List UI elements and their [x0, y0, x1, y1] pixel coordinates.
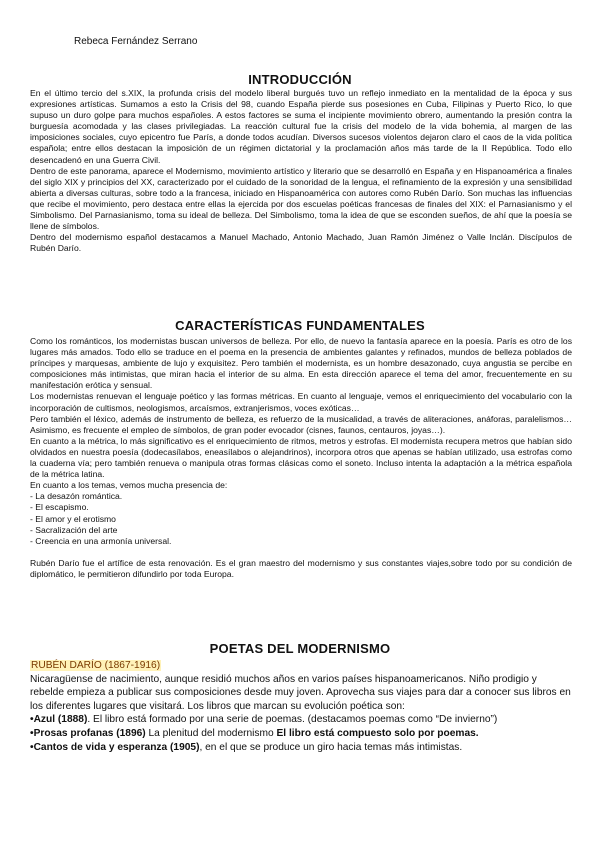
list-item: - Sacralización del arte [30, 525, 572, 536]
features-paragraph-1: Como los románticos, los modernistas buscan universos de belleza. Por ello, de nuevo la fantasía aparece en la poesía. París es otro de los lugares más amados. Todo ello se traduce en el poema en la presencia de ambientes galantes y refinados, mundos de belleza poblados de príncipes y marquesas, ambiente de lujo y exquisitez. Pero también el modernista, es un hombre desazonado, cuya angustia se percibe en composiciones más intimistas, que miran hacia el interior de su alma. En esta dirección aparece el tema del amor, frecuentemente en su manifestación erótica y sensual. [30, 336, 572, 391]
features-paragraph-4: En cuanto a la métrica, lo más significativo es el enriquecimiento de ritmos, metros y estrofas. El modernista recupera metros que habían sido olvidados en nuestra poesía (dodecasílabos, eneasílabos o alejandrinos), incorpora otros que apenas se habían utilizado, usa estrofas como la cuaderna vía; pero también renueva o manipula otras formas clásicas como el soneto. Incluso intenta la adaptación a la métrica española de la métrica latina. [30, 435, 572, 480]
intro-paragraph-2: Dentro de este panorama, aparece el Modernismo, movimiento artístico y literario que se desarrolló en España y en Hispanoamérica a finales del siglo XIX y principios del XX, caracterizado por el cuidado de la sonoridad de la lengua, el refinamiento de la expresión y una sensibilidad abierta a diversas culturas, sobre todo a la francesa, iniciado en Hispanoamérica con autores como Rubén Darío. Son muchas las influencias que recibe el movimiento, pero destaca entre ellas la ejercida por dos escuelas poéticas francesas de finales del XIX: el Parnasianismo y el Simbolismo. Del Parnasianismo, toma su ideal de belleza. Del Simbolismo, toma la idea de que se esconden sueños, de ahí que la poesía se llene de símbolos. [30, 165, 572, 232]
book-prosas-profanas [30, 727, 572, 741]
list-item: - El escapismo. [30, 502, 572, 513]
book-title: •Azul (1888) [30, 714, 88, 726]
author-name: Rebeca Fernández Serrano [74, 36, 198, 47]
features-paragraph-6: Rubén Darío fue el artífice de esta renovación. Es el gran maestro del modernismo y sus constantes viajes,sobre todo por su condición de diplomático, le permitieron difundirlo por toda Europa. [30, 557, 572, 579]
poet-name: RUBÉN DARÍO (1867-1916) [31, 660, 161, 671]
poets-heading: POETAS DEL MODERNISMO [209, 641, 391, 656]
intro-paragraph-3: Dentro del modernismo español destacamos a Manuel Machado, Antonio Machado, Juan Ramón Jiménez o Valle Inclán. Discípulos de Rubén Darío. [30, 232, 572, 254]
book-azul [30, 713, 572, 727]
book-title: •Prosas profanas (1896) [30, 727, 146, 739]
list-item: - Creencia en una armonía universal. [30, 536, 572, 547]
spacer [30, 547, 572, 558]
poets-body [30, 659, 572, 754]
intro-body [30, 88, 572, 254]
book-description-bold: El libro está compuesto solo por poemas. [276, 727, 479, 739]
features-paragraph-2: Los modernistas renuevan el lenguaje poético y las formas métricas. En cuanto al lenguaje, vemos el enriquecimiento del vocabulario con la incorporación de cultismos, neologismos, arcaísmos, extranjerismos, voces exóticas… [30, 391, 572, 413]
book-description: . El libro está formado por una serie de poemas. (destacamos poemas como “De invierno”) [87, 714, 498, 726]
poet-bio: Nicaragüense de nacimiento, aunque residió muchos años en varios países hispanoamericanos. Niño prodigio y rebelde empieza a publicar sus composiciones desde muy joven. Aprovecha sus viajes para dar a conocer sus libros en los diferentes lugares que visitará. Los libros que marcan su evolución poética son: [30, 673, 571, 712]
themes-list [30, 491, 572, 546]
book-description: La plenitud del modernismo [145, 727, 277, 739]
book-description: , en el que se produce un giro hacia temas más intimistas. [199, 741, 463, 753]
book-title: •Cantos de vida y esperanza (1905) [30, 741, 200, 753]
list-item: - La desazón romántica. [30, 491, 572, 502]
features-paragraph-5: En cuanto a los temas, vemos mucha presencia de: [30, 480, 228, 491]
book-cantos [30, 741, 572, 755]
features-paragraph-3: Pero también el léxico, además de instrumento de belleza, es refuerzo de la musicalidad, a través de aliteraciones, anáforas, paralelismos… Asimismo, es frecuente el empleo de símbolos, de gran poder evocador (cisnes, faunos, centauros, joyas…). [30, 413, 572, 435]
intro-heading: INTRODUCCIÓN [248, 72, 352, 87]
features-body [30, 336, 572, 580]
intro-paragraph-1: En el último tercio del s.XIX, la profunda crisis del modelo liberal burgués tuvo un reflejo inmediato en la mentalidad de la época y sus expresiones artísticas. Sumamos a esto la Crisis del 98, cuando España pierde sus posesiones en Cuba, Filipinas y Puerto Rico, lo que supuso un duro golpe para muchos españoles. A estos factores se suma el incipiente movimiento obrero, aumentando la presión contra la burguesía acomodada y las clases privilegiadas. La reacción cultural fue la crisis del modelo de la vida bohemia, al margen de las imposiciones sociales, cuyo epicentro fue París, a donde todos acudían. Diversos sucesos violentos dejaron claro el caos de la vida política española; entre ellos destacan la imposición de un régimen dictatorial y la proclamación años más tarde de la II República. Todo ello desencadenó en una Guerra Civil. [30, 88, 572, 165]
list-item: - El amor y el erotismo [30, 514, 572, 525]
features-heading: CARACTERÍSTICAS FUNDAMENTALES [175, 318, 425, 333]
poet-name-line [30, 659, 572, 673]
